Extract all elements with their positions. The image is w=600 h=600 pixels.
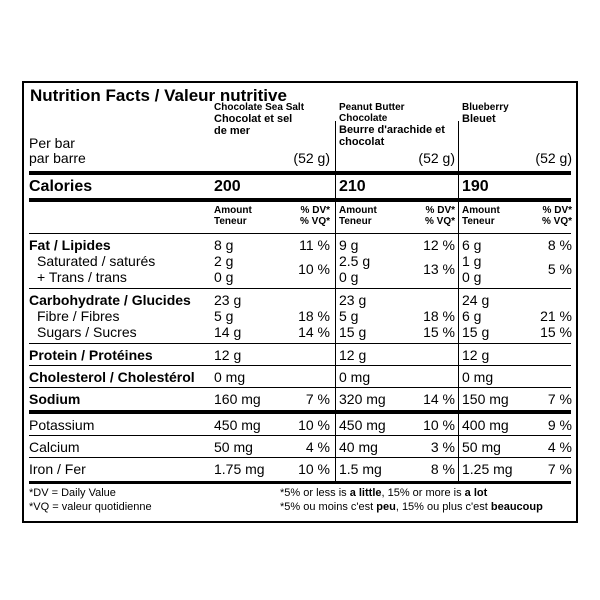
peanut-butter-chocolate-amount-header: Amount: [339, 205, 377, 216]
chocolate-sea-salt-dv-header: % DV*: [300, 205, 330, 216]
blueberry-calcium-value: 50 mg: [462, 439, 501, 455]
peanut-butter-chocolate-fat-value: 9 g: [339, 237, 359, 253]
footnote-en: *5% or less is a little, 15% or more is a lot: [280, 487, 488, 499]
serving-label-fr: par barre: [29, 150, 86, 166]
chocolate-sea-salt-potassium-dv: 10 %: [298, 417, 330, 433]
blueberry-name-fr: Bleuet: [462, 113, 496, 125]
chocolate-sea-salt-saturated-dv: 10 %: [298, 261, 330, 277]
nutrient-fat: Fat / Lipides: [29, 237, 111, 253]
rule-cholesterol: [29, 387, 571, 388]
blueberry-fibre-dv: 21 %: [540, 308, 572, 324]
blueberry-potassium-dv: 9 %: [547, 417, 572, 433]
rule-thick-calories: [29, 198, 571, 202]
chocolate-sea-salt-vq-header: % VQ*: [299, 216, 330, 227]
chocolate-sea-salt-teneur-header: Teneur: [214, 216, 247, 227]
chocolate-sea-salt-iron-value: 1.75 mg: [214, 461, 265, 477]
footnote-dv: *DV = Daily Value: [29, 487, 116, 499]
peanut-butter-chocolate-calcium-dv: 3 %: [430, 439, 455, 455]
blueberry-iron-dv: 7 %: [547, 461, 572, 477]
peanut-butter-chocolate-sugars-dv: 15 %: [423, 324, 455, 340]
chocolate-sea-salt-protein-value: 12 g: [214, 347, 242, 363]
chocolate-sea-salt-iron-dv: 10 %: [298, 461, 330, 477]
peanut-butter-chocolate-fat-dv: 12 %: [423, 237, 455, 253]
chocolate-sea-salt-fibre-dv: 18 %: [298, 308, 330, 324]
peanut-butter-chocolate-teneur-header: Teneur: [339, 216, 372, 227]
chocolate-sea-salt-name-en: Chocolate Sea Salt: [214, 102, 305, 113]
chocolate-sea-salt-potassium-value: 450 mg: [214, 417, 261, 433]
peanut-butter-chocolate-protein-value: 12 g: [339, 347, 367, 363]
calories-label: Calories: [29, 178, 93, 195]
chocolate-sea-salt-sugars-dv: 14 %: [298, 324, 330, 340]
nutrient-saturated: Saturated / saturés: [37, 253, 156, 269]
blueberry-protein-value: 12 g: [462, 347, 490, 363]
chocolate-sea-salt-fibre-value: 5 g: [214, 308, 234, 324]
peanut-butter-chocolate-serving: (52 g): [418, 150, 455, 166]
rule-header: [29, 233, 571, 234]
serving-label-en: Per bar: [29, 135, 75, 151]
chocolate-sea-salt-calcium-value: 50 mg: [214, 439, 253, 455]
nutrient-cholesterol: Cholesterol / Cholestérol: [29, 369, 195, 385]
peanut-butter-chocolate-name-fr: Beurre d'arachide et chocolat: [339, 124, 445, 148]
peanut-butter-chocolate-vq-header: % VQ*: [424, 216, 455, 227]
nutrient-protein: Protein / Protéines: [29, 347, 153, 363]
peanut-butter-chocolate-sodium-dv: 14 %: [423, 391, 455, 407]
blueberry-sodium-value: 150 mg: [462, 391, 509, 407]
blueberry-iron-value: 1.25 mg: [462, 461, 513, 477]
chocolate-sea-salt-fat-dv: 11 %: [299, 237, 330, 253]
blueberry-cholesterol-value: 0 mg: [462, 369, 494, 385]
nutrient-potassium: Potassium: [29, 417, 95, 433]
blueberry-sodium-dv: 7 %: [547, 391, 572, 407]
peanut-butter-chocolate-cholesterol-value: 0 mg: [339, 369, 371, 385]
nutrient-carbohydrate: Carbohydrate / Glucides: [29, 292, 191, 308]
peanut-butter-chocolate-calories: 210: [339, 178, 366, 195]
peanut-butter-chocolate-trans-value: 0 g: [339, 269, 359, 285]
blueberry-name-en: Blueberry: [462, 102, 509, 113]
chocolate-sea-salt-calories: 200: [214, 178, 241, 195]
chocolate-sea-salt-serving: (52 g): [293, 150, 330, 166]
blueberry-sugars-dv: 15 %: [540, 324, 572, 340]
rule-protein: [29, 365, 571, 366]
blueberry-trans-value: 0 g: [462, 269, 482, 285]
chocolate-sea-salt-sodium-dv: 7 %: [305, 391, 330, 407]
blueberry-dv-header: % DV*: [542, 205, 572, 216]
nutrient-sugars: Sugars / Sucres: [37, 324, 137, 340]
blueberry-calcium-dv: 4 %: [547, 439, 572, 455]
peanut-butter-chocolate-sugars-value: 15 g: [339, 324, 367, 340]
rule-calcium: [29, 457, 571, 458]
nutrient-fibre: Fibre / Fibres: [37, 308, 120, 324]
peanut-butter-chocolate-fibre-dv: 18 %: [423, 308, 455, 324]
chocolate-sea-salt-saturated-value: 2 g: [214, 253, 234, 269]
peanut-butter-chocolate-saturated-dv: 13 %: [423, 261, 455, 277]
column-divider-2: [458, 121, 459, 481]
blueberry-sugars-value: 15 g: [462, 324, 490, 340]
chocolate-sea-salt-sugars-value: 14 g: [214, 324, 242, 340]
column-divider-1: [335, 121, 336, 481]
panel-title: Nutrition Facts / Valeur nutritive: [30, 86, 287, 105]
rule-carb: [29, 343, 571, 344]
rule-fat: [29, 288, 571, 289]
chocolate-sea-salt-calcium-dv: 4 %: [305, 439, 330, 455]
blueberry-fibre-value: 6 g: [462, 308, 482, 324]
chocolate-sea-salt-name-fr: Chocolat et sel de mer: [214, 113, 293, 137]
footnote-fr: *5% ou moins c'est peu, 15% ou plus c'est beaucoup: [280, 501, 543, 513]
footnote-vq: *VQ = valeur quotidienne: [29, 501, 152, 513]
rule-thick-serving: [29, 171, 571, 175]
rule-thick-sodium: [29, 410, 571, 414]
nutrient-sodium: Sodium: [29, 391, 81, 407]
blueberry-potassium-value: 400 mg: [462, 417, 509, 433]
blueberry-fat-value: 6 g: [462, 237, 482, 253]
blueberry-saturated-value: 1 g: [462, 253, 482, 269]
chocolate-sea-salt-trans-value: 0 g: [214, 269, 234, 285]
blueberry-serving: (52 g): [535, 150, 572, 166]
peanut-butter-chocolate-sodium-value: 320 mg: [339, 391, 386, 407]
chocolate-sea-salt-carb-value: 23 g: [214, 292, 242, 308]
chocolate-sea-salt-fat-value: 8 g: [214, 237, 234, 253]
blueberry-fat-dv: 8 %: [547, 237, 572, 253]
blueberry-saturated-dv: 5 %: [547, 261, 572, 277]
peanut-butter-chocolate-calcium-value: 40 mg: [339, 439, 378, 455]
nutrition-facts-panel: [22, 81, 578, 523]
peanut-butter-chocolate-potassium-dv: 10 %: [423, 417, 455, 433]
peanut-butter-chocolate-carb-value: 23 g: [339, 292, 367, 308]
blueberry-calories: 190: [462, 178, 489, 195]
rule-thick-bottom: [29, 481, 571, 484]
peanut-butter-chocolate-saturated-value: 2.5 g: [339, 253, 371, 269]
nutrient-trans: + Trans / trans: [37, 269, 127, 285]
chocolate-sea-salt-amount-header: Amount: [214, 205, 252, 216]
nutrient-calcium: Calcium: [29, 439, 80, 455]
chocolate-sea-salt-sodium-value: 160 mg: [214, 391, 261, 407]
peanut-butter-chocolate-iron-value: 1.5 mg: [339, 461, 382, 477]
chocolate-sea-salt-cholesterol-value: 0 mg: [214, 369, 246, 385]
rule-potassium: [29, 435, 571, 436]
peanut-butter-chocolate-potassium-value: 450 mg: [339, 417, 386, 433]
blueberry-vq-header: % VQ*: [541, 216, 572, 227]
peanut-butter-chocolate-fibre-value: 5 g: [339, 308, 359, 324]
blueberry-teneur-header: Teneur: [462, 216, 495, 227]
peanut-butter-chocolate-name-en: Peanut Butter Chocolate: [339, 102, 405, 124]
nutrient-iron: Iron / Fer: [29, 461, 86, 477]
peanut-butter-chocolate-iron-dv: 8 %: [430, 461, 455, 477]
blueberry-carb-value: 24 g: [462, 292, 490, 308]
blueberry-amount-header: Amount: [462, 205, 500, 216]
peanut-butter-chocolate-dv-header: % DV*: [425, 205, 455, 216]
